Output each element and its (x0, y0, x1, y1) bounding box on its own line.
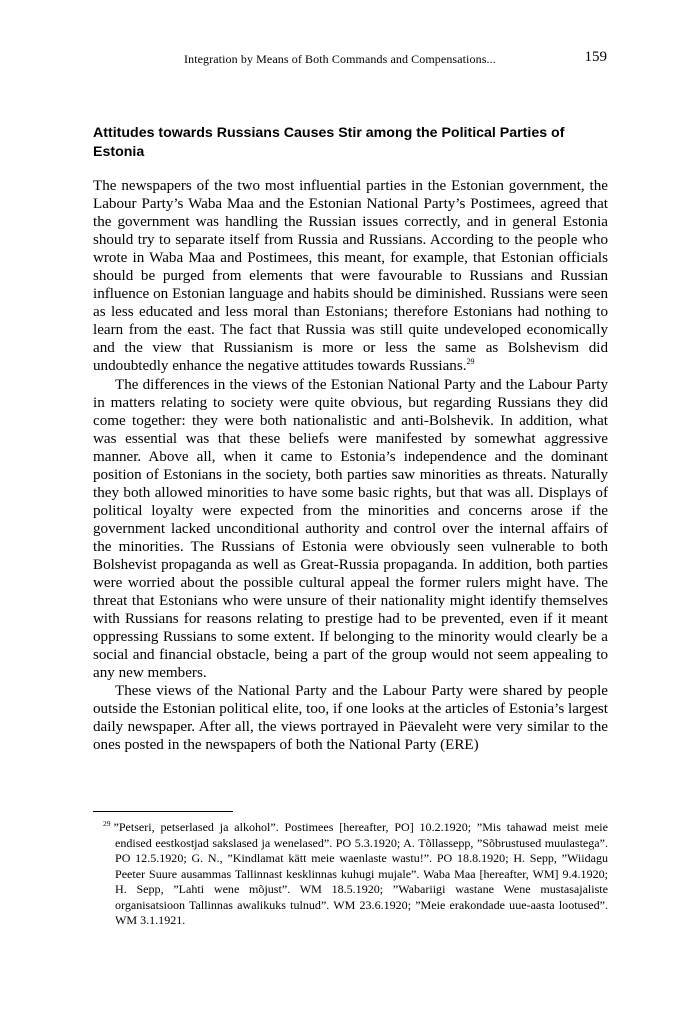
paragraph-1 (93, 177, 608, 376)
paragraph-3: These views of the National Party and the Labour Party were shared by people outside the Estonian political elite, too, if one looks at the articles of Estonia’s largest daily newspaper. After all, the views portrayed in Päevaleht were very similar to the ones posted in the newspapers of both the National Party (ERE) (93, 683, 608, 754)
body-text (93, 177, 608, 755)
footnote-reference[interactable]: 29 (466, 357, 475, 367)
running-title: Integration by Means of Both Commands and Compensations... (184, 52, 496, 66)
running-header (92, 50, 607, 70)
footnote-text: ”Petseri, petserlased ja alkohol”. Postimees [hereafter, PO] 10.2.1920; ”Mis tahawad meist meie endised eestkostjad sakslased ja wenelased”. PO 5.3.1920; A. Tõllassepp, ”Sõbrustused muulastega”. PO 12.5.1920; G. N., ”Kindlamat kätt meie waenlaste wastu!”. PO 18.8.1920; H. Sepp, ”Wiidagu Peeter Suure ausammas Tallinnast kesklinnas kuhugi mujale”. Waba Maa [hereafter, WM] 9.4.1920; H. Sepp, ”Lahti wene mõjust”. WM 18.5.1920; ”Wabariigi wastane Wene mustasajaliste organisatsioon Tallinnas awalikuks tulnud”. WM 23.6.1920; ”Meie erakondade uue-aasta lootused”. WM 3.1.1921. (113, 820, 608, 927)
section-heading: Attitudes towards Russians Causes Stir among the Political Parties of Estonia (93, 125, 565, 160)
footnote-separator (93, 811, 233, 812)
footnote (103, 819, 608, 929)
page-number: 159 (584, 49, 607, 65)
paragraph-1-text: The newspapers of the two most influential parties in the Estonian government, the Labour Party’s Waba Maa and the Estonian National Party’s Postimees, agreed that the government was handling the Russian issues correctly, and in general Estonia should try to separate itself from Russia and Russians. According to the people who wrote in Waba Maa and Postimees, this meant, for example, that Estonian officials should be purged from elements that were favourable to Russians and Russian influence on Estonian language and habits should be diminished. Russians were seen as less educated and less moral than Estonians; therefore Estonians had nothing to learn from the east. The fact that Russia was still quite undeveloped economically and the view that Russianism is more or less the same as Bolshevism did undoubtedly enhance the negative attitudes towards Russians. (93, 178, 608, 375)
paragraph-2: The differences in the views of the Estonian National Party and the Labour Party in matters relating to society were quite obvious, but regarding Russians they did come together: they were both nationalistic and anti-Bolshevik. In addition, what was essential was that these beliefs were manifested by somewhat aggressive manner. Above all, when it came to Estonia’s independence and the dominant position of Estonians in the society, both parties saw minorities as threats. Naturally they both allowed minorities to have some basic rights, but that was all. Displays of political loyalty were expected from the minorities and concerns arose if the government lacked unconditional authority and control over the internal affairs of the minorities. The Russians of Estonia were obviously seen vulnerable to both Bolshevist propaganda as well as Great-Russia propaganda. In addition, both parties were worried about the possible cultural appeal the former rulers might have. The threat that Estonians who were unsure of their nationality might identify themselves with Russians for reasons relating to prestige had to be prevented, even if it meant oppressing Russians to some extent. If belonging to the minority would clearly be a social and financial obstacle, being a part of the group would not seem appealing to any new members. (93, 376, 608, 682)
footnote-number: 29 (103, 819, 111, 828)
